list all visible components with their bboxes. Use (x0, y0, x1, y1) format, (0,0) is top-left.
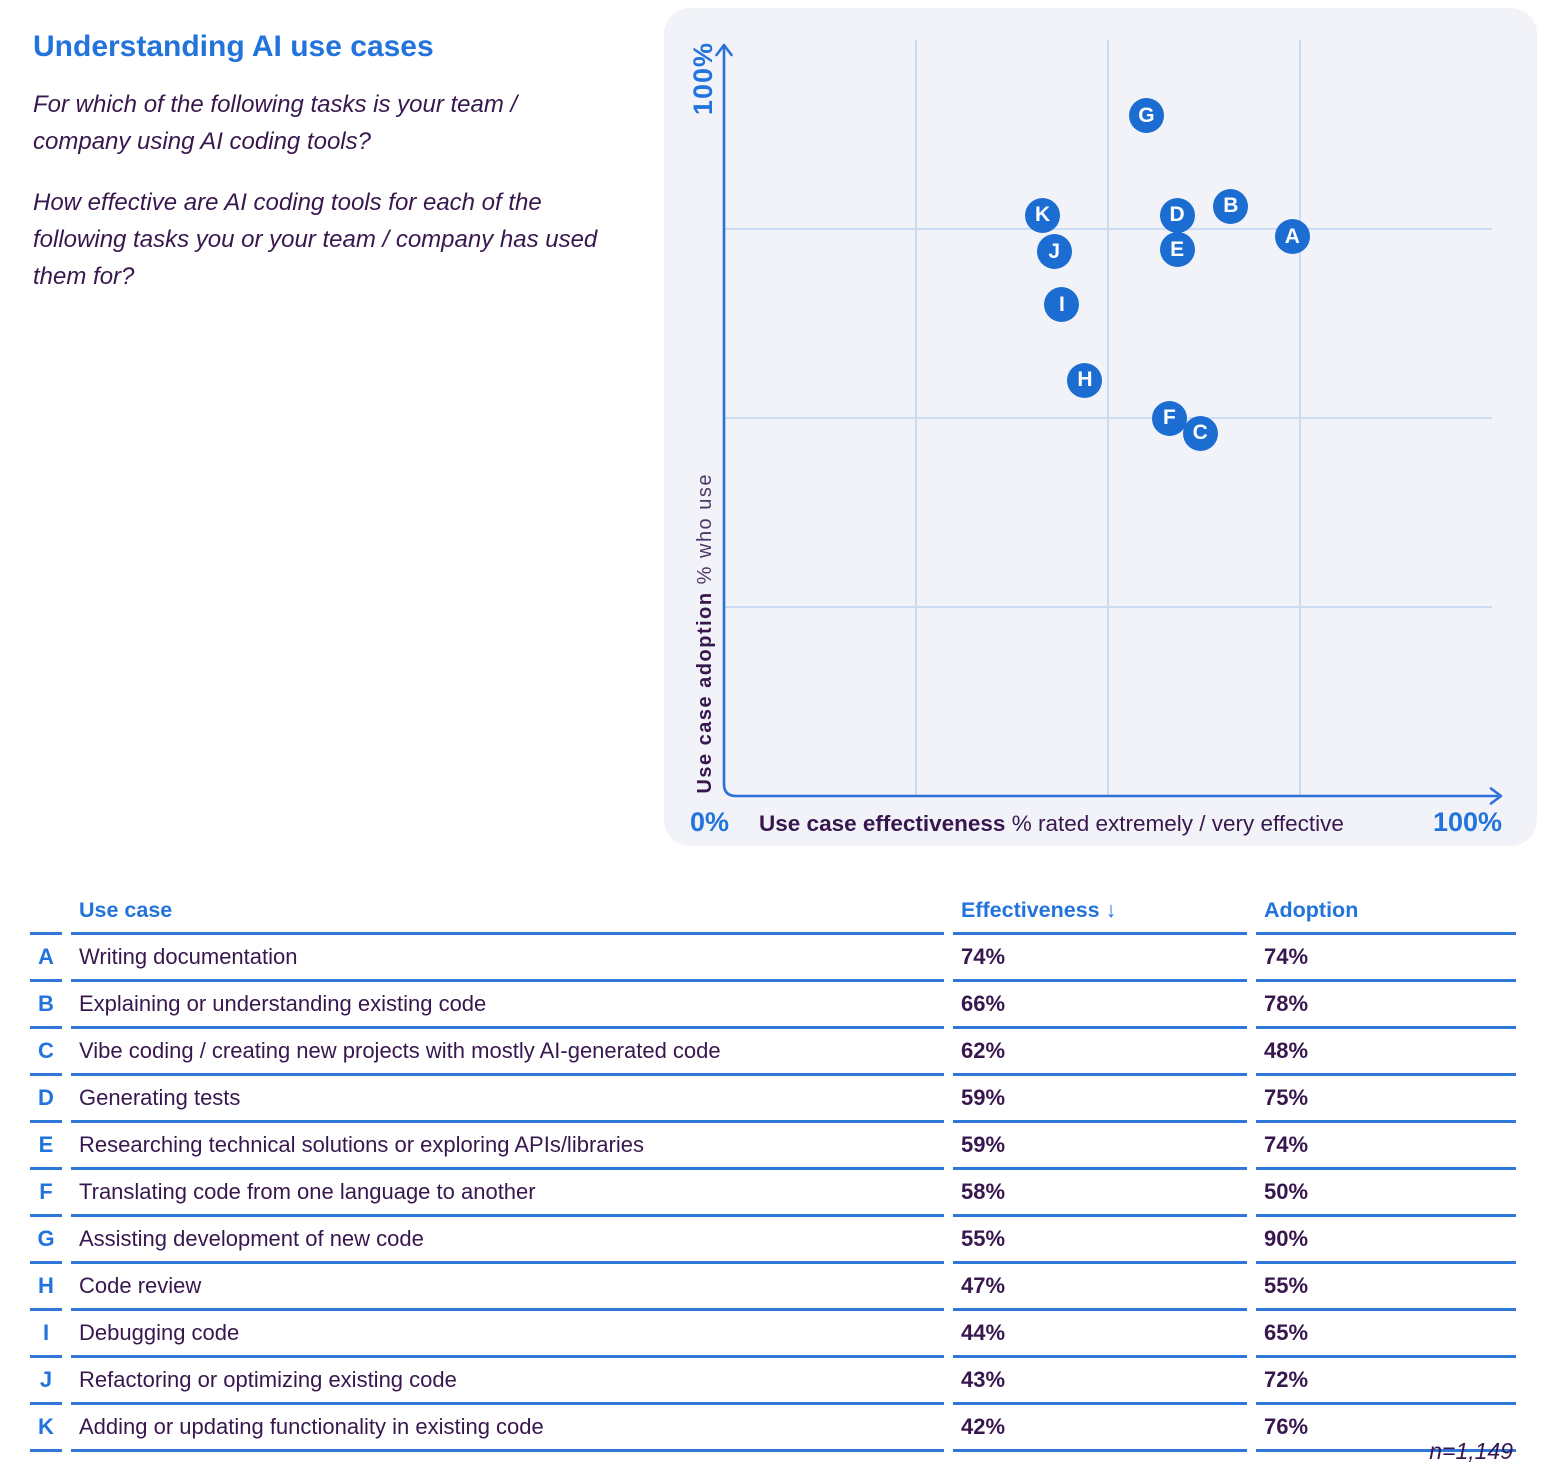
table-row-E (30, 1123, 1516, 1170)
x-axis-arrow-icon (1491, 789, 1501, 804)
data-point-D: D (1160, 198, 1195, 233)
data-point-G: G (1129, 98, 1164, 133)
x-axis-min-label: 0% (690, 807, 730, 837)
row-use-case: Code review (71, 1264, 944, 1311)
row-letter: F (30, 1170, 62, 1217)
row-letter: D (30, 1076, 62, 1123)
scatter-chart-panel (664, 8, 1537, 846)
table-row-B (30, 982, 1516, 1029)
use-case-table (21, 898, 1525, 1452)
table-row-D (30, 1076, 1516, 1123)
table-row-A (30, 935, 1516, 982)
x-axis-label (759, 811, 1344, 837)
row-use-case: Assisting development of new code (71, 1217, 944, 1264)
row-effectiveness: 44% (953, 1311, 1247, 1358)
x-axis-label-main: Use case effectiveness (759, 811, 1006, 836)
row-adoption: 74% (1256, 935, 1516, 982)
row-adoption: 65% (1256, 1311, 1516, 1358)
y-axis-label (694, 473, 717, 794)
row-adoption: 75% (1256, 1076, 1516, 1123)
row-letter: A (30, 935, 62, 982)
plot-area (724, 40, 1492, 796)
row-use-case: Adding or updating functionality in existing code (71, 1405, 944, 1452)
row-letter: E (30, 1123, 62, 1170)
data-point-K: K (1025, 198, 1060, 233)
table-row-C (30, 1029, 1516, 1076)
row-effectiveness: 66% (953, 982, 1247, 1029)
table-row-K (30, 1405, 1516, 1452)
data-point-C: C (1183, 416, 1218, 451)
row-letter: C (30, 1029, 62, 1076)
data-point-F: F (1152, 401, 1187, 436)
row-letter: I (30, 1311, 62, 1358)
data-point-J: J (1037, 234, 1072, 269)
gridline-horizontal-25 (724, 606, 1492, 608)
table-row-F (30, 1170, 1516, 1217)
data-point-H: H (1067, 363, 1102, 398)
table-row-G (30, 1217, 1516, 1264)
survey-question-2: How effective are AI coding tools for each of the following tasks you or your team / company has used them for? (33, 189, 598, 290)
row-use-case: Researching technical solutions or exploring APIs/libraries (71, 1123, 944, 1170)
row-letter: K (30, 1405, 62, 1452)
row-use-case: Translating code from one language to another (71, 1170, 944, 1217)
gridline-horizontal-75 (724, 228, 1492, 230)
column-header-use-case: Use case (71, 898, 944, 935)
row-adoption: 48% (1256, 1029, 1516, 1076)
column-header-adoption: Adoption (1256, 898, 1516, 935)
row-adoption: 50% (1256, 1170, 1516, 1217)
row-letter: G (30, 1217, 62, 1264)
table-row-H (30, 1264, 1516, 1311)
row-use-case: Generating tests (71, 1076, 944, 1123)
row-letter: B (30, 982, 62, 1029)
row-adoption: 55% (1256, 1264, 1516, 1311)
table-row-J (30, 1358, 1516, 1405)
row-use-case: Refactoring or optimizing existing code (71, 1358, 944, 1405)
table-row-I (30, 1311, 1516, 1358)
row-effectiveness: 58% (953, 1170, 1247, 1217)
x-axis-max-label: 100% (1432, 807, 1502, 837)
data-point-B: B (1213, 189, 1248, 224)
row-adoption: 74% (1256, 1123, 1516, 1170)
row-effectiveness: 47% (953, 1264, 1247, 1311)
data-point-E: E (1160, 232, 1195, 267)
row-use-case: Debugging code (71, 1311, 944, 1358)
y-axis-max-label: 100% (688, 42, 718, 116)
x-axis-label-row (690, 807, 1502, 838)
row-letter: H (30, 1264, 62, 1311)
page-title: Understanding AI use cases (33, 30, 434, 63)
row-effectiveness: 43% (953, 1358, 1247, 1405)
column-header-letter (30, 898, 62, 935)
row-adoption: 78% (1256, 982, 1516, 1029)
y-axis-label-main: Use case adoption (694, 591, 716, 794)
intro-section (33, 30, 633, 319)
row-effectiveness: 59% (953, 1123, 1247, 1170)
row-effectiveness: 42% (953, 1405, 1247, 1452)
row-adoption: 76% (1256, 1405, 1516, 1452)
row-letter: J (30, 1358, 62, 1405)
row-use-case: Explaining or understanding existing code (71, 982, 944, 1029)
row-adoption: 72% (1256, 1358, 1516, 1405)
column-header-effectiveness: Effectiveness ↓ (953, 898, 1247, 935)
row-effectiveness: 59% (953, 1076, 1247, 1123)
row-adoption: 90% (1256, 1217, 1516, 1264)
row-use-case: Vibe coding / creating new projects with mostly AI-generated code (71, 1029, 944, 1076)
row-effectiveness: 55% (953, 1217, 1247, 1264)
y-axis-label-note: % who use (694, 473, 716, 585)
x-axis-label-note: % rated extremely / very effective (1011, 811, 1344, 836)
table-header-row (30, 898, 1516, 935)
sample-size-note: n=1,149 (1429, 1438, 1513, 1464)
row-effectiveness: 62% (953, 1029, 1247, 1076)
survey-question-1: For which of the following tasks is your team / company using AI coding tools? (33, 91, 518, 155)
row-use-case: Writing documentation (71, 935, 944, 982)
gridline-horizontal-50 (724, 417, 1492, 419)
data-point-I: I (1044, 287, 1079, 322)
data-point-A: A (1275, 219, 1310, 254)
row-effectiveness: 74% (953, 935, 1247, 982)
